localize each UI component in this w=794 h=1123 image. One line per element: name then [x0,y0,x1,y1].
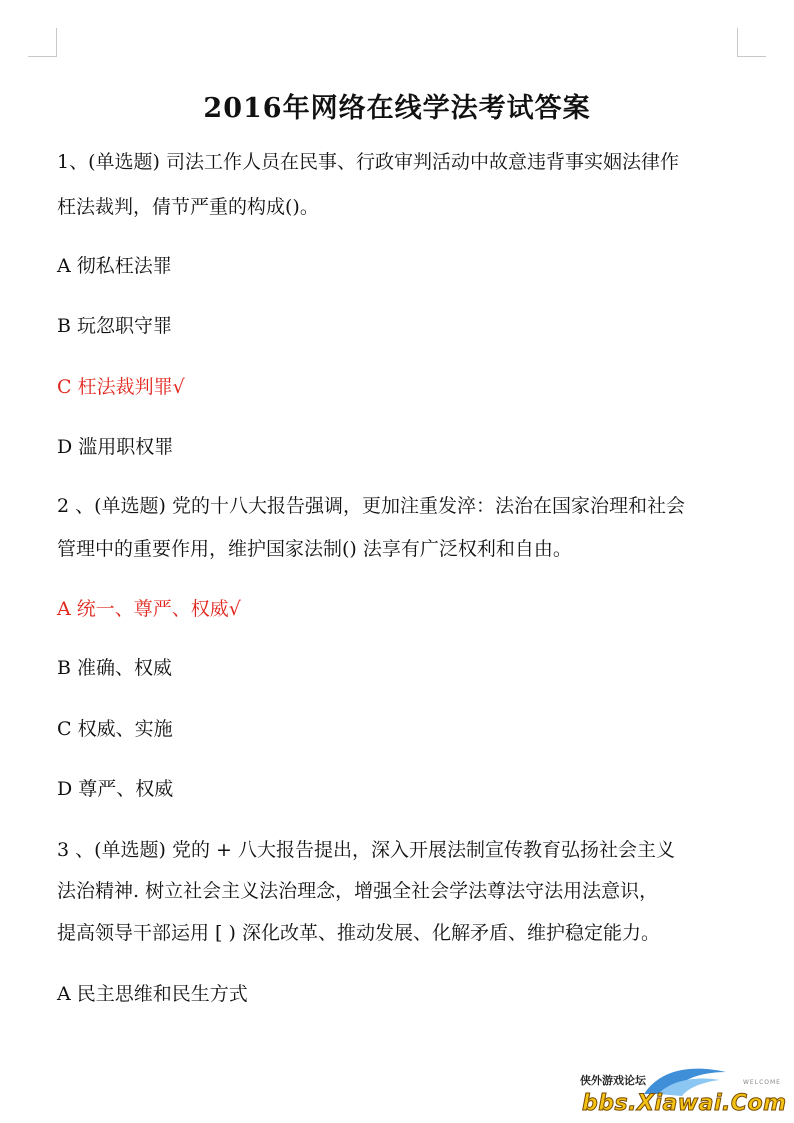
q3-stem-line-2: 法治精神. 树立社会主义法治理念，增强全社会学法尊法守法用法意识， [57,880,659,902]
watermark-logo [580,1062,794,1123]
q1-stem-line-2: 枉法裁判，倩节严重的构成()。 [57,196,319,218]
q3-option-a: A 民主思维和民生方式 [57,983,248,1005]
page-title: 2016年网络在线学法考试答案 [203,93,591,124]
q2-option-d: D 尊严、权威 [57,778,174,800]
watermark-welcome: WELCOME [743,1079,781,1086]
page-corner-mark [28,28,57,57]
q1-option-c-answer: C 枉法裁判罪√ [57,376,185,398]
q1-stem-line-1: 1、(单选题) 司法工作人员在民事、行政审判活动中故意违背事实姻法律作 [57,151,679,173]
q2-stem-line-1: 2 、(单选题) 党的十八大报告强调，更加注重发淬：法治在国家治理和社会 [57,495,685,517]
q2-option-b: B 准确、权威 [57,657,173,679]
q3-stem-line-1: 3 、(单选题) 党的 + 八大报告提出，深入开展法制宣传教育弘扬社会主义 [57,839,675,861]
q3-stem-line-3: 提高领导干部运用 [ ) 深化改革、推动发展、化解矛盾、维护稳定能力。 [57,922,660,944]
watermark-url: bbs.Xiawai.Com [582,1091,787,1116]
q1-option-a: A 彻私枉法罪 [57,255,172,277]
q2-option-c: C 权威、实施 [57,718,173,740]
q2-option-a-answer: A 统一、尊严、权威√ [57,598,241,620]
page-corner-mark [737,28,766,57]
q1-option-b: B 玩忽职守罪 [57,315,173,337]
watermark-forum-name: 侠外游戏论坛 [580,1074,646,1087]
q1-option-d: D 滥用职权罪 [57,436,174,458]
q2-stem-line-2: 管理中的重要作用，维护国家法制() 法享有广泛权利和自由。 [57,538,572,560]
